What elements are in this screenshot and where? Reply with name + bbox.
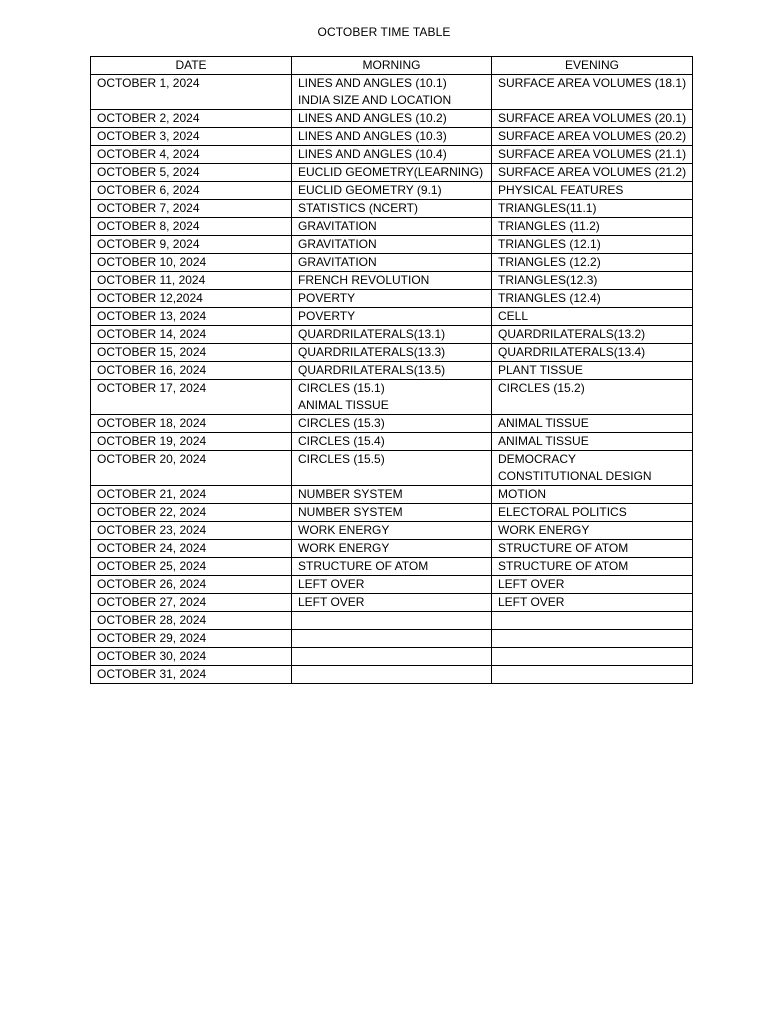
table-row [91,576,693,594]
morning-subject: CIRCLES (15.3) [298,416,385,430]
date-cell: OCTOBER 5, 2024 [91,164,292,182]
date-cell: OCTOBER 18, 2024 [91,415,292,433]
evening-subject: PHYSICAL FEATURES [498,183,624,197]
table-row [91,236,693,254]
evening-cell [492,146,693,164]
evening-cell [492,308,693,326]
date-cell: OCTOBER 30, 2024 [91,648,292,666]
table-row [91,272,693,290]
morning-cell [292,612,492,630]
evening-subject: ANIMAL TISSUE [498,416,589,430]
table-row [91,486,693,504]
table-row [91,344,693,362]
table-row [91,648,693,666]
date-cell: OCTOBER 4, 2024 [91,146,292,164]
evening-cell [492,522,693,540]
date-cell: OCTOBER 21, 2024 [91,486,292,504]
evening-cell [492,612,693,630]
morning-cell [292,380,492,415]
morning-subject: NUMBER SYSTEM [298,487,403,501]
evening-subject: ANIMAL TISSUE [498,434,589,448]
morning-cell [292,110,492,128]
morning-subject: POVERTY [298,309,356,323]
evening-cell [492,504,693,522]
morning-cell [292,182,492,200]
evening-subject: SURFACE AREA VOLUMES (21.2) [498,165,687,179]
evening-subject: TRIANGLES(12.3) [498,273,598,287]
date-cell: OCTOBER 29, 2024 [91,630,292,648]
evening-subject: SURFACE AREA VOLUMES (20.1) [498,111,687,125]
evening-subject: SURFACE AREA VOLUMES (18.1) [498,76,687,90]
table-row [91,75,693,110]
table-row [91,630,693,648]
morning-cell [292,540,492,558]
evening-subject: SURFACE AREA VOLUMES (21.1) [498,147,687,161]
evening-subject: LEFT OVER [498,595,565,609]
evening-cell [492,326,693,344]
morning-cell [292,433,492,451]
date-cell: OCTOBER 22, 2024 [91,504,292,522]
evening-subject: TRIANGLES (11.2) [498,219,600,233]
morning-cell [292,236,492,254]
timetable [90,56,693,684]
date-cell: OCTOBER 6, 2024 [91,182,292,200]
evening-subject: TRIANGLES (12.1) [498,237,601,251]
date-cell: OCTOBER 9, 2024 [91,236,292,254]
table-row [91,128,693,146]
evening-cell [492,666,693,684]
morning-subject: CIRCLES (15.4) [298,434,385,448]
date-cell: OCTOBER 31, 2024 [91,666,292,684]
evening-subject: CELL [498,309,529,323]
date-cell: OCTOBER 8, 2024 [91,218,292,236]
date-cell: OCTOBER 15, 2024 [91,344,292,362]
morning-cell [292,558,492,576]
morning-subject: LINES AND ANGLES (10.3) [298,129,447,143]
morning-cell [292,308,492,326]
page-title: OCTOBER TIME TABLE [317,25,451,39]
morning-cell [292,415,492,433]
morning-cell [292,522,492,540]
morning-subject: LINES AND ANGLES (10.1) [298,76,447,90]
table-row [91,164,693,182]
morning-cell [292,666,492,684]
evening-cell [492,558,693,576]
morning-cell [292,594,492,612]
date-cell: OCTOBER 7, 2024 [91,200,292,218]
evening-cell [492,110,693,128]
date-cell: OCTOBER 14, 2024 [91,326,292,344]
morning-subject: LEFT OVER [298,577,365,591]
evening-subject: QUARDRILATERALS(13.4) [498,345,646,359]
morning-subject: QUARDRILATERALS(13.1) [298,327,446,341]
table-row [91,558,693,576]
morning-subject: WORK ENERGY [298,541,390,555]
morning-cell [292,75,492,110]
table-row [91,666,693,684]
evening-subject: TRIANGLES (12.2) [498,255,601,269]
morning-cell [292,362,492,380]
evening-subject: WORK ENERGY [498,523,590,537]
evening-subject: QUARDRILATERALS(13.2) [498,327,646,341]
evening-cell [492,344,693,362]
date-cell: OCTOBER 25, 2024 [91,558,292,576]
morning-subject: QUARDRILATERALS(13.3) [298,345,446,359]
date-cell: OCTOBER 16, 2024 [91,362,292,380]
morning-subject: GRAVITATION [298,237,377,251]
table-row [91,380,693,415]
table-row [91,540,693,558]
evening-subject: CIRCLES (15.2) [498,381,585,395]
evening-cell [492,200,693,218]
morning-cell [292,218,492,236]
date-cell: OCTOBER 26, 2024 [91,576,292,594]
evening-cell [492,254,693,272]
morning-cell [292,486,492,504]
header-row [91,57,693,75]
table-row [91,612,693,630]
date-cell: OCTOBER 24, 2024 [91,540,292,558]
table-row [91,326,693,344]
date-cell: OCTOBER 12,2024 [91,290,292,308]
morning-subject: LINES AND ANGLES (10.4) [298,147,447,161]
table-row [91,415,693,433]
date-cell: OCTOBER 13, 2024 [91,308,292,326]
column-header-morning: MORNING [292,57,492,75]
morning-subject: GRAVITATION [298,255,377,269]
evening-subject: TRIANGLES(11.1) [498,201,597,215]
morning-cell [292,504,492,522]
table-row [91,146,693,164]
morning-subject: CIRCLES (15.1) [298,381,385,395]
morning-subject: ANIMAL TISSUE [298,398,389,412]
evening-cell [492,630,693,648]
evening-cell [492,236,693,254]
date-cell: OCTOBER 20, 2024 [91,451,292,486]
evening-cell [492,648,693,666]
column-header-evening: EVENING [492,57,693,75]
morning-subject: QUARDRILATERALS(13.5) [298,363,446,377]
morning-subject: POVERTY [298,291,356,305]
timetable-body [91,75,693,684]
morning-cell [292,630,492,648]
evening-cell [492,362,693,380]
morning-cell [292,290,492,308]
date-cell: OCTOBER 27, 2024 [91,594,292,612]
morning-cell [292,576,492,594]
evening-cell [492,290,693,308]
evening-cell [492,415,693,433]
morning-cell [292,326,492,344]
table-row [91,451,693,486]
date-cell: OCTOBER 1, 2024 [91,75,292,110]
date-cell: OCTOBER 23, 2024 [91,522,292,540]
evening-cell [492,182,693,200]
evening-subject: LEFT OVER [498,577,565,591]
evening-subject: CONSTITUTIONAL DESIGN [498,469,652,483]
evening-cell [492,380,693,415]
morning-subject: INDIA SIZE AND LOCATION [298,93,452,107]
table-row [91,254,693,272]
date-cell: OCTOBER 2, 2024 [91,110,292,128]
evening-cell [492,433,693,451]
morning-subject: LEFT OVER [298,595,365,609]
table-row [91,110,693,128]
table-row [91,182,693,200]
morning-subject: NUMBER SYSTEM [298,505,403,519]
evening-cell [492,451,693,486]
morning-cell [292,164,492,182]
morning-subject: GRAVITATION [298,219,377,233]
morning-cell [292,344,492,362]
evening-subject: ELECTORAL POLITICS [498,505,627,519]
evening-cell [492,75,693,110]
table-row [91,522,693,540]
date-cell: OCTOBER 3, 2024 [91,128,292,146]
evening-subject: TRIANGLES (12.4) [498,291,601,305]
evening-subject: PLANT TISSUE [498,363,583,377]
morning-cell [292,128,492,146]
evening-cell [492,128,693,146]
morning-subject: WORK ENERGY [298,523,390,537]
evening-cell [492,540,693,558]
morning-subject: FRENCH REVOLUTION [298,273,430,287]
date-cell: OCTOBER 28, 2024 [91,612,292,630]
evening-cell [492,164,693,182]
table-row [91,200,693,218]
morning-cell [292,648,492,666]
morning-cell [292,272,492,290]
evening-subject: STRUCTURE OF ATOM [498,559,629,573]
morning-cell [292,451,492,486]
morning-subject: STATISTICS (NCERT) [298,201,418,215]
morning-cell [292,200,492,218]
table-row [91,594,693,612]
table-row [91,362,693,380]
table-row [91,504,693,522]
evening-cell [492,594,693,612]
table-row [91,290,693,308]
morning-cell [292,146,492,164]
table-row [91,433,693,451]
date-cell: OCTOBER 19, 2024 [91,433,292,451]
evening-cell [492,272,693,290]
morning-subject: LINES AND ANGLES (10.2) [298,111,447,125]
evening-cell [492,576,693,594]
evening-cell [492,218,693,236]
column-header-date: DATE [91,57,292,75]
date-cell: OCTOBER 11, 2024 [91,272,292,290]
evening-subject: STRUCTURE OF ATOM [498,541,629,555]
date-cell: OCTOBER 10, 2024 [91,254,292,272]
evening-cell [492,486,693,504]
evening-subject: MOTION [498,487,546,501]
morning-subject: STRUCTURE OF ATOM [298,559,429,573]
morning-subject: EUCLID GEOMETRY(LEARNING) [298,165,484,179]
evening-subject: DEMOCRACY [498,452,577,466]
morning-subject: EUCLID GEOMETRY (9.1) [298,183,442,197]
table-row [91,308,693,326]
date-cell: OCTOBER 17, 2024 [91,380,292,415]
morning-subject: CIRCLES (15.5) [298,452,385,466]
table-row [91,218,693,236]
evening-subject: SURFACE AREA VOLUMES (20.2) [498,129,687,143]
morning-cell [292,254,492,272]
